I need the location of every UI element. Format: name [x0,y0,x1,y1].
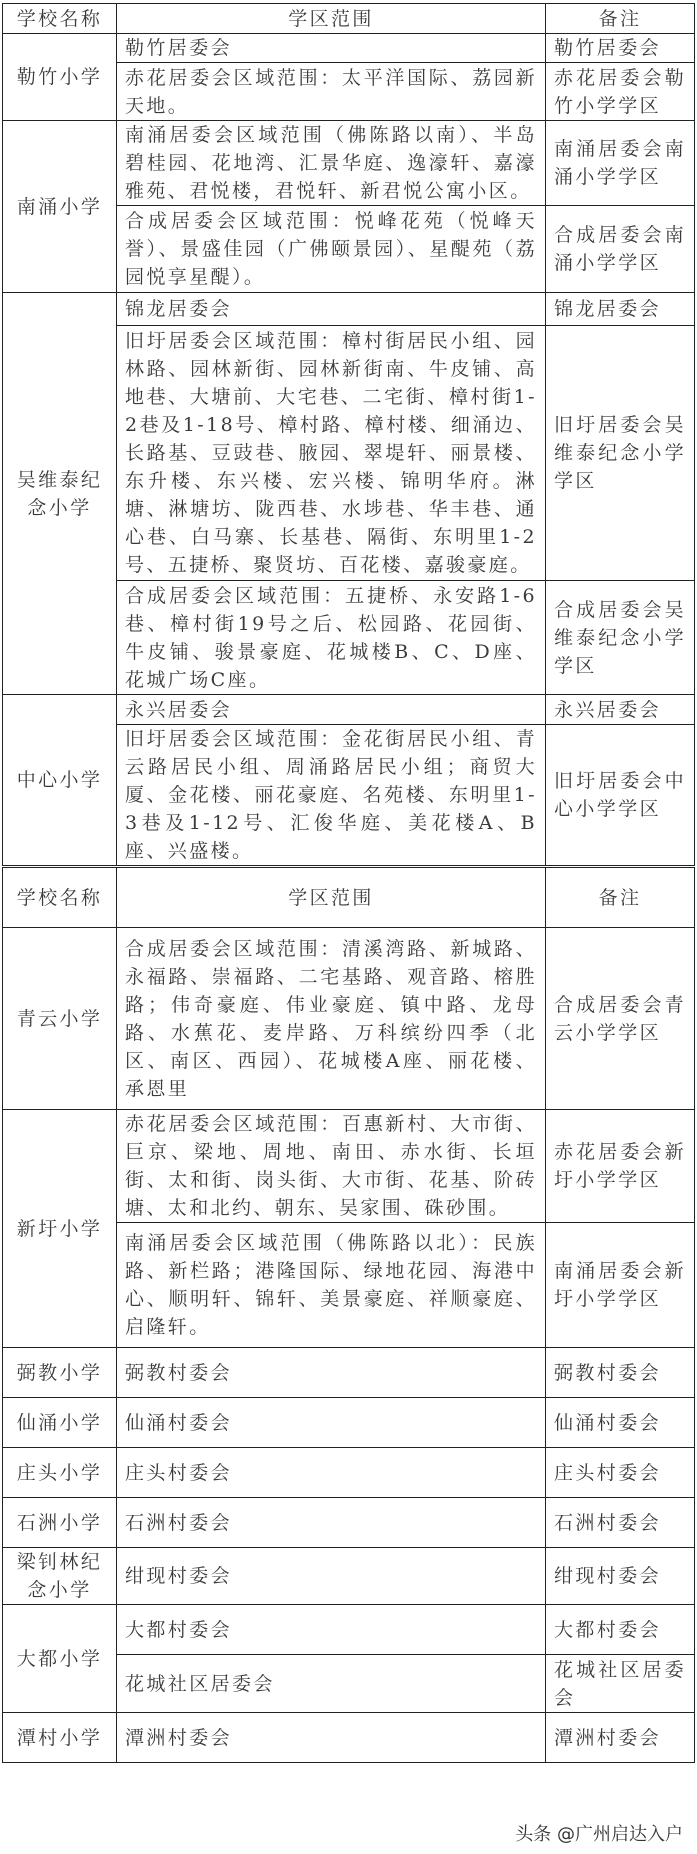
header-scope: 学区范围 [117,4,546,34]
district-scope: 花城社区居委会 [117,1655,546,1713]
district-note: 赤花居委会新圩小学学区 [546,1110,695,1223]
district-note: 旧圩居委会吴维泰纪念小学学区 [546,326,695,581]
table-row [3,1498,695,1548]
district-note: 南涌居委会南涌小学学区 [546,121,695,206]
district-scope: 庄头村委会 [117,1448,546,1498]
table-row [3,1605,695,1655]
school-name: 吴维泰纪念小学 [3,293,117,695]
district-note: 弼教村委会 [546,1348,695,1398]
table-row [3,293,695,326]
district-note: 赤花居委会勒竹小学学区 [546,63,695,121]
district-note: 勒竹居委会 [546,34,695,63]
district-scope: 赤花居委会区域范围：太平洋国际、荔园新天地。 [117,63,546,121]
district-scope: 石洲村委会 [117,1498,546,1548]
district-note: 石洲村委会 [546,1498,695,1548]
district-note: 庄头村委会 [546,1448,695,1498]
district-scope: 旧圩居委会区域范围：金花街居民小组、青云路居民小组、周涌路居民小组；商贸大厦、金花楼、丽花豪庭、名苑楼、东明里1-3巷及1-12号、汇俊华庭、美花楼A、B座、兴盛楼。 [117,725,546,866]
district-note: 永兴居委会 [546,695,695,725]
school-name: 中心小学 [3,695,117,866]
header-row [3,868,695,928]
district-note: 绀现村委会 [546,1548,695,1605]
district-note: 南涌居委会新圩小学学区 [546,1223,695,1348]
district-scope: 合成居委会区域范围：清溪湾路、新城路、永福路、崇福路、二宅基路、观音路、榕胜路；伟奇豪庭、伟业豪庭、镇中路、龙母路、水蕉花、麦岸路、万科缤纷四季（北区、南区、西园）、花城楼A座、丽花楼、承恩里 [117,928,546,1110]
district-scope: 锦龙居委会 [117,293,546,326]
table-row [3,1398,695,1448]
header-school: 学校名称 [3,868,117,928]
school-name: 勒竹小学 [3,34,117,121]
school-name: 新圩小学 [3,1110,117,1348]
table-row [3,695,695,725]
header-school: 学校名称 [3,4,117,34]
district-scope: 南涌居委会区域范围（佛陈路以北）：民族路、新栏路；港隆国际、绿地花园、海港中心、顺明轩、锦轩、美景豪庭、祥顺豪庭、启隆轩。 [117,1223,546,1348]
header-note: 备注 [546,4,695,34]
district-scope: 勒竹居委会 [117,34,546,63]
school-name: 南涌小学 [3,121,117,293]
table-row [3,34,695,63]
district-note: 仙涌村委会 [546,1398,695,1448]
school-name: 弼教小学 [3,1348,117,1398]
school-district-table-1 [2,3,695,866]
table-row [3,1448,695,1498]
district-scope: 弼教村委会 [117,1348,546,1398]
header-note: 备注 [546,868,695,928]
school-name: 仙涌小学 [3,1398,117,1448]
district-scope: 潭洲村委会 [117,1713,546,1763]
district-scope: 旧圩居委会区域范围：樟村街居民小组、园林路、园林新街、园林新街南、牛皮铺、高地巷、大塘前、大宅巷、二宅街、樟村街1-2巷及1-18号、樟村路、樟村楼、细涌边、长路基、豆豉巷、腋园、翠堤轩、丽景楼、东升楼、东兴楼、宏兴楼、锦明华府。淋塘、淋塘坊、陇西巷、水埗巷、华丰巷、通心巷、白马寨、长基巷、隔街、东明里1-2号、五捷桥、聚贤坊、百花楼、嘉骏豪庭。 [117,326,546,581]
district-note: 合成居委会吴维泰纪念小学学区 [546,581,695,695]
district-scope: 合成居委会区域范围：悦峰花苑（悦峰天誉）、景盛佳园（广佛颐景园）、星醍苑（荔园悦享星醍）。 [117,206,546,293]
table-row [3,121,695,206]
school-name: 潭村小学 [3,1713,117,1763]
table-row [3,1713,695,1763]
district-note: 潭洲村委会 [546,1713,695,1763]
district-scope: 南涌居委会区域范围（佛陈路以南）、半岛碧桂园、花地湾、汇景华庭、逸濠轩、嘉濠雅苑、君悦楼，君悦轩、新君悦公寓小区。 [117,121,546,206]
table-row [3,1348,695,1398]
district-note: 锦龙居委会 [546,293,695,326]
district-note: 旧圩居委会中心小学学区 [546,725,695,866]
district-scope: 合成居委会区域范围：五捷桥、永安路1-6巷、樟村街19号之后、松园路、花园街、牛皮铺、骏景豪庭、花城楼B、C、D座、花城广场C座。 [117,581,546,695]
district-scope: 赤花居委会区域范围：百惠新村、大市街、巨京、梁地、周地、南田、赤水街、长垣街、太和街、岗头街、大市街、花基、阶砖塘、太和北约、朝东、吴家围、硃砂围。 [117,1110,546,1223]
school-name: 梁钊林纪念小学 [3,1548,117,1605]
district-scope: 绀现村委会 [117,1548,546,1605]
table-row [3,928,695,1110]
header-scope: 学区范围 [117,868,546,928]
school-name: 大都小学 [3,1605,117,1713]
district-note: 花城社区居委会 [546,1655,695,1713]
table-row [3,1110,695,1223]
school-name: 庄头小学 [3,1448,117,1498]
district-scope: 仙涌村委会 [117,1398,546,1448]
district-scope: 大都村委会 [117,1605,546,1655]
school-name: 石洲小学 [3,1498,117,1548]
school-name: 青云小学 [3,928,117,1110]
district-note: 合成居委会南涌小学学区 [546,206,695,293]
district-note: 大都村委会 [546,1605,695,1655]
table-row [3,1548,695,1605]
header-row [3,4,695,34]
district-note: 合成居委会青云小学学区 [546,928,695,1110]
school-district-table-2 [2,867,695,1763]
district-scope: 永兴居委会 [117,695,546,725]
watermark: 头条 @广州启达入户 [515,1824,683,1845]
